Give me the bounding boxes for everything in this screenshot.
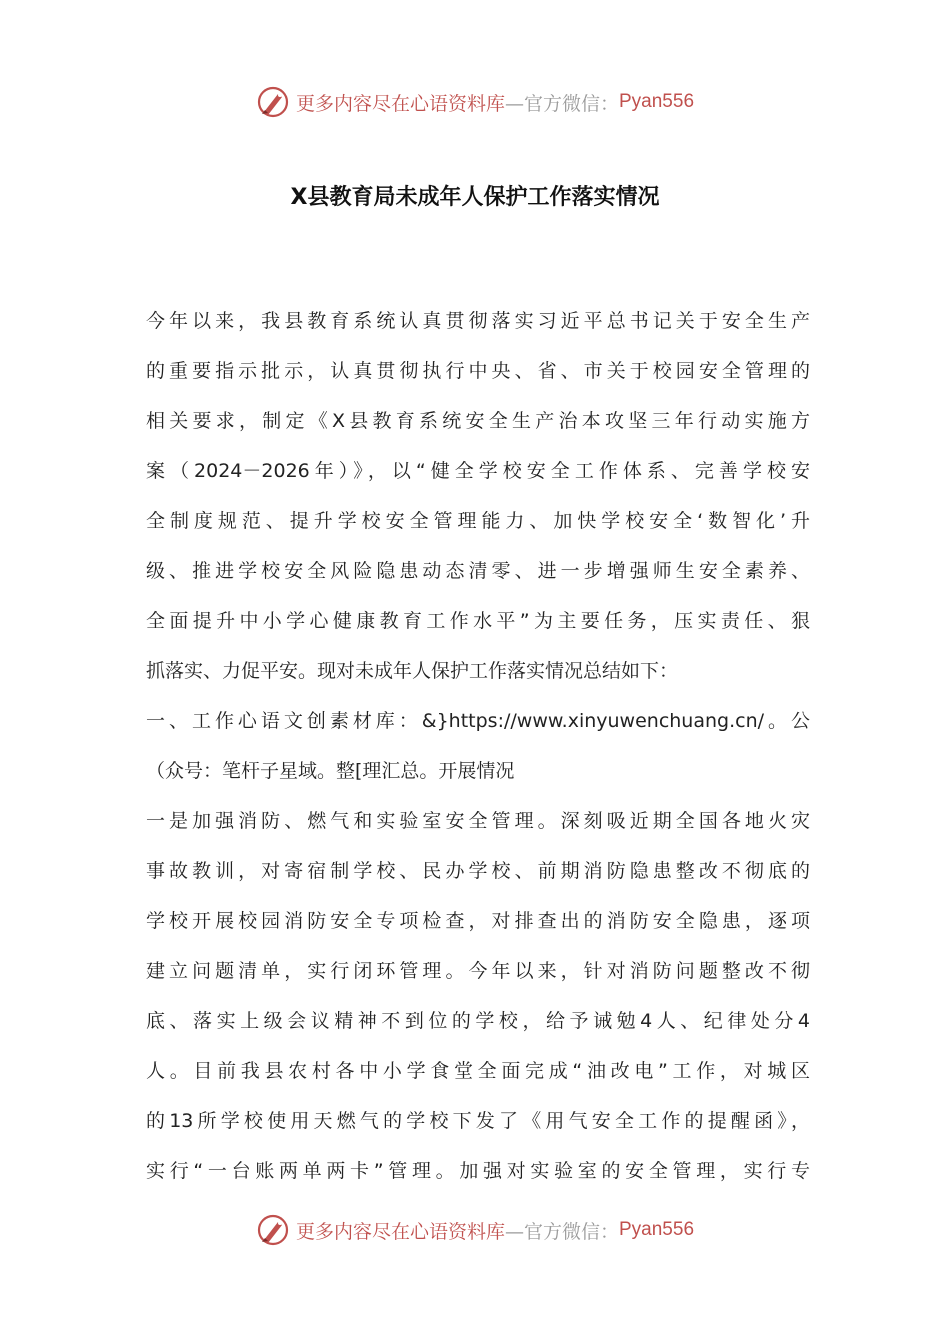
body-line: 相关要求，制定《X县教育系统安全生产治本攻坚三年行动实施方 (146, 410, 810, 432)
header-watermark-text: 更多内容尽在心语资料库 (295, 92, 505, 115)
body-line: 事故教训，对寄宿制学校、民办学校、前期消防隐患整改不彻底的 (146, 860, 810, 882)
footer-wechat-label: —官方微信： (504, 1220, 619, 1243)
footer-watermark-text: 更多内容尽在心语资料库 (295, 1220, 505, 1243)
body-line: 级、推进学校安全风险隐患动态清零、进一步增强师生安全素养、 (146, 560, 810, 582)
body-line: 案（2024－2026年）》，以“健全学校安全工作体系、完善学校安 (146, 460, 810, 482)
footer-watermark (0, 1210, 950, 1250)
footer-wechat-id: Pyan556 (619, 1219, 695, 1240)
body-line: 全制度规范、提升学校安全管理能力、加快学校安全‘数智化’升 (146, 510, 810, 532)
body-line: 建立问题清单，实行闭环管理。今年以来，针对消防问题整改不彻 (146, 960, 810, 982)
header-wechat-label: —官方微信： (504, 92, 619, 115)
header-watermark (0, 82, 950, 122)
body-line: 一是加强消防、燃气和实验室安全管理。深刻吸近期全国各地火灾 (146, 810, 810, 832)
body-line: 全面提升中小学心健康教育工作水平”为主要任务，压实责任、狠 (146, 610, 810, 632)
document-body (146, 296, 810, 1196)
body-line: 今年以来，我县教育系统认真贯彻落实习近平总书记关于安全生产 (146, 310, 810, 332)
body-line: 的13所学校使用天燃气的学校下发了《用气安全工作的提醒函》， (146, 1110, 810, 1132)
body-line: 抓落实、力促平安。现对未成年人保护工作落实情况总结如下： (146, 660, 679, 682)
document-title: X县教育局未成年人保护工作落实情况 (290, 185, 660, 210)
body-line: 一、工作心语文创素材库：&}https://www.xinyuwenchuang.cn/。公 (146, 710, 810, 732)
body-line: 学校开展校园消防安全专项检查，对排查出的消防安全隐患，逐项 (146, 910, 810, 932)
pen-logo-icon (256, 1213, 290, 1247)
body-line: 人。目前我县农村各中小学食堂全面完成“油改电”工作，对城区 (146, 1060, 810, 1082)
body-line: 底、落实上级会议精神不到位的学校，给予诫勉4人、纪律处分4 (146, 1010, 810, 1032)
pen-logo-icon (256, 85, 290, 119)
body-line: （众号：笔杆子星域。整[理汇总。开展情况 (146, 760, 515, 782)
body-line: 的重要指示批示，认真贯彻执行中央、省、市关于校园安全管理的 (146, 360, 810, 382)
header-wechat-id: Pyan556 (619, 91, 695, 112)
body-line: 实行“一台账两单两卡”管理。加强对实验室的安全管理，实行专 (146, 1160, 810, 1182)
